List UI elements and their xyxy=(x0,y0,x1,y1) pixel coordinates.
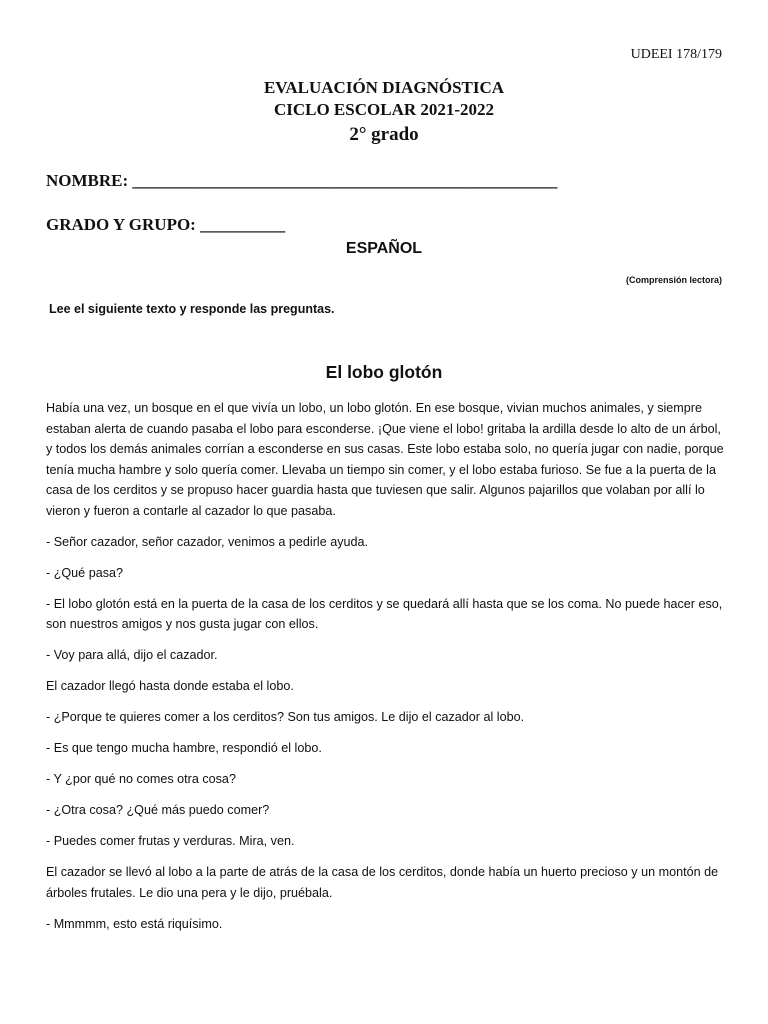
story-paragraph: Había una vez, un bosque en el que vivía un lobo, un lobo glotón. En ese bosque, vivian muchos animales, y siempre estaban alerta de cuando pasaba el lobo para esconderse. ¡Que viene el lobo! gritaba la ardilla desde lo alto de un árbol, y todos los demás animales corrían a esconderse en sus casas. Este lobo estaba solo, no quería jugar con nadie, porque tenía mucha hambre y solo quería comer. Llevaba un tiempo sin comer, y el lobo estaba furioso. Se fue a la puerta de la casa de los cerditos y se propuso hacer guardia hasta que tuviesen que salir. Algunos pajarillos que volaban por allí lo vieron y fueron a contarle al cazador lo que pasaba. xyxy=(46,401,724,518)
name-label: NOMBRE: xyxy=(46,171,129,190)
grade-label: 2° grado xyxy=(349,124,419,145)
story-paragraph: - Mmmmm, esto está riquísimo. xyxy=(46,916,223,931)
story-paragraph: - ¿Otra cosa? ¿Qué más puedo comer? xyxy=(46,803,270,817)
reading-comprehension-note: (Comprensión lectora) xyxy=(625,275,722,285)
story-paragraph: - Señor cazador, señor cazador, venimos a pedirle ayuda. xyxy=(46,534,369,549)
document-code: UDEEI 178/179 xyxy=(630,47,722,62)
story-paragraph: - Y ¿por qué no comes otra cosa? xyxy=(46,772,236,786)
story-body xyxy=(46,398,726,945)
grade-group-field xyxy=(46,215,285,235)
name-blank-line: __________________________________________________ xyxy=(132,171,558,190)
grade-group-label: GRADO Y GRUPO: xyxy=(46,215,196,234)
story-paragraph: El cazador se llevó al lobo a la parte de atrás de la casa de los cerditos, donde había un huerto precioso y un montón de árboles frutales. Le dio una pera y le dijo, pruébala. xyxy=(46,865,719,900)
story-paragraph: El cazador llegó hasta donde estaba el lobo. xyxy=(46,679,294,693)
subject-heading: ESPAÑOL xyxy=(345,240,423,257)
story-paragraph: - ¿Porque te quieres comer a los cerditos? Son tus amigos. Le dijo el cazador al lobo. xyxy=(46,710,525,724)
grade-group-blank-line: __________ xyxy=(200,215,286,234)
evaluation-title: EVALUACIÓN DIAGNÓSTICA xyxy=(263,78,505,97)
story-paragraph: - El lobo glotón está en la puerta de la casa de los cerditos y se quedará allí hasta que se los coma. No puede hacer eso, son nuestros amigos y nos gusta jugar con ellos. xyxy=(46,596,723,631)
story-paragraph: - Voy para allá, dijo el cazador. xyxy=(46,648,218,662)
story-paragraph: - Puedes comer frutas y verduras. Mira, ven. xyxy=(46,834,295,848)
story-paragraph: - ¿Qué pasa? xyxy=(46,565,124,580)
school-cycle: CICLO ESCOLAR 2021-2022 xyxy=(273,100,495,119)
story-paragraph: - Es que tengo mucha hambre, respondió el lobo. xyxy=(46,741,322,755)
name-field xyxy=(46,171,557,191)
instruction-text: Lee el siguiente texto y responde las preguntas. xyxy=(49,302,335,316)
story-title: El lobo glotón xyxy=(325,362,443,382)
